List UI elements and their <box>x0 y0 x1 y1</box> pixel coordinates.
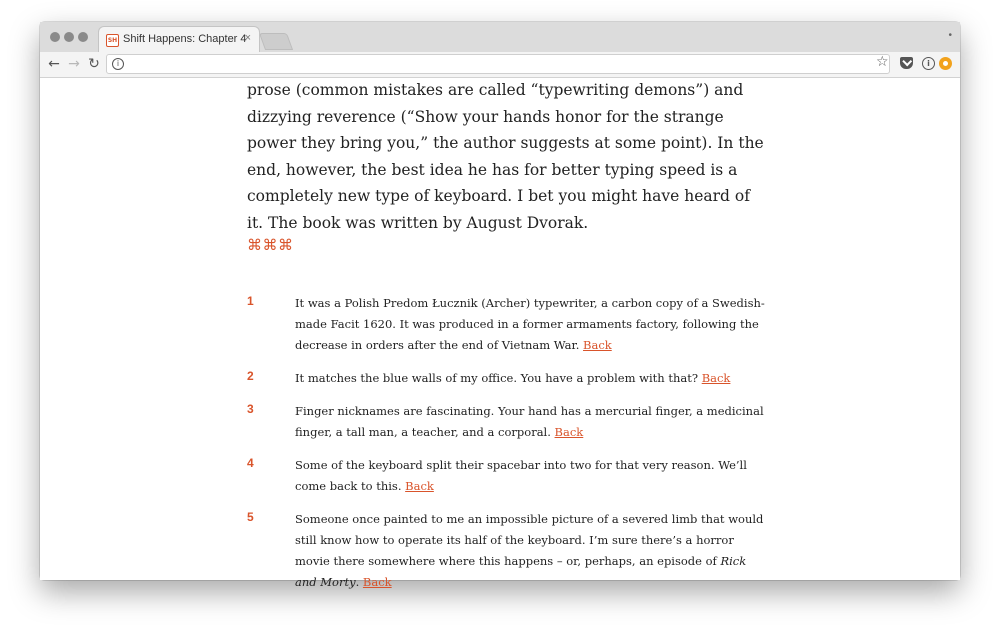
footnote-text: It matches the blue walls of my office. You have a problem with that? <box>295 371 699 385</box>
footnote-item <box>247 455 767 497</box>
forward-arrow-icon[interactable]: → <box>68 56 80 72</box>
pocket-icon[interactable] <box>900 57 913 69</box>
footnote-text: Some of the keyboard split their spacebar into two for that very reason. We’ll come back to this. <box>295 458 747 493</box>
footnote-number: 3 <box>247 402 254 416</box>
address-bar[interactable] <box>106 54 890 74</box>
footnote-back-link[interactable]: Back <box>701 371 731 385</box>
tab-title: Shift Happens: Chapter 4 <box>123 33 247 45</box>
page-content <box>40 78 960 589</box>
reload-icon[interactable]: ↻ <box>88 56 100 72</box>
footnote-item <box>247 509 767 593</box>
window-minimize-button[interactable] <box>64 32 74 42</box>
tab-menu-icon[interactable]: • <box>948 30 952 41</box>
extension-orange-icon[interactable] <box>939 57 952 70</box>
article-body <box>247 77 767 236</box>
footnote-text-italic: Rick and Morty <box>295 554 747 589</box>
footnote-number: 2 <box>247 369 254 383</box>
extension-info-icon[interactable]: i <box>922 57 935 70</box>
back-arrow-icon[interactable]: ← <box>48 56 60 72</box>
footnote-text: Someone once painted to me an impossible picture of a severed limb that would still know how to operate its half of the keyboard. I’m sure there’s a horror movie there somewhere where this happens – or, perhaps, an episode of <box>295 512 764 568</box>
section-separator: ⌘⌘⌘ <box>247 236 294 254</box>
new-tab-button[interactable] <box>259 33 293 50</box>
tab-bar <box>40 22 960 53</box>
footnote-number: 5 <box>247 510 254 524</box>
footnotes-list <box>247 293 767 605</box>
site-favicon-icon: SH <box>106 34 119 47</box>
info-icon[interactable]: i <box>112 58 124 70</box>
footnote-text: Finger nicknames are fascinating. Your hand has a mercurial finger, a medicinal finger, a tall man, a teacher, and a corporal. <box>295 404 764 439</box>
footnote-back-link[interactable]: Back <box>583 338 612 352</box>
footnote-item <box>247 368 767 389</box>
footnote-back-link[interactable]: Back <box>362 575 392 589</box>
footnote-back-link[interactable]: Back <box>554 425 584 439</box>
footnote-back-link[interactable]: Back <box>405 479 434 493</box>
tab-active[interactable] <box>98 26 260 52</box>
footnote-text: . <box>355 575 360 589</box>
footnote-number: 1 <box>247 294 254 308</box>
browser-toolbar <box>40 52 960 78</box>
footnote-text: It was a Polish Predom Łucznik (Archer) typewriter, a carbon copy of a Swedish-made Facit 1620. It was produced in a former armaments factory, following the decrease in orders after the end of Vietnam War. <box>295 296 765 352</box>
star-icon[interactable]: ☆ <box>876 54 889 70</box>
tab-close-icon[interactable]: × <box>244 32 251 44</box>
window-maximize-button[interactable] <box>78 32 88 42</box>
footnote-item <box>247 293 767 356</box>
article-paragraph: prose (common mistakes are called “typewriting demons”) and dizzying reverence (“Show your hands honor for the strange power they bring you,” the author suggests at some point). In the end, however, the best idea he has for better typing speed is a completely new type of keyboard. I bet you might have heard of it. The book was written by August Dvorak. <box>247 81 764 232</box>
footnote-item <box>247 401 767 443</box>
window-close-button[interactable] <box>50 32 60 42</box>
footnote-number: 4 <box>247 456 254 470</box>
browser-window <box>40 22 960 589</box>
